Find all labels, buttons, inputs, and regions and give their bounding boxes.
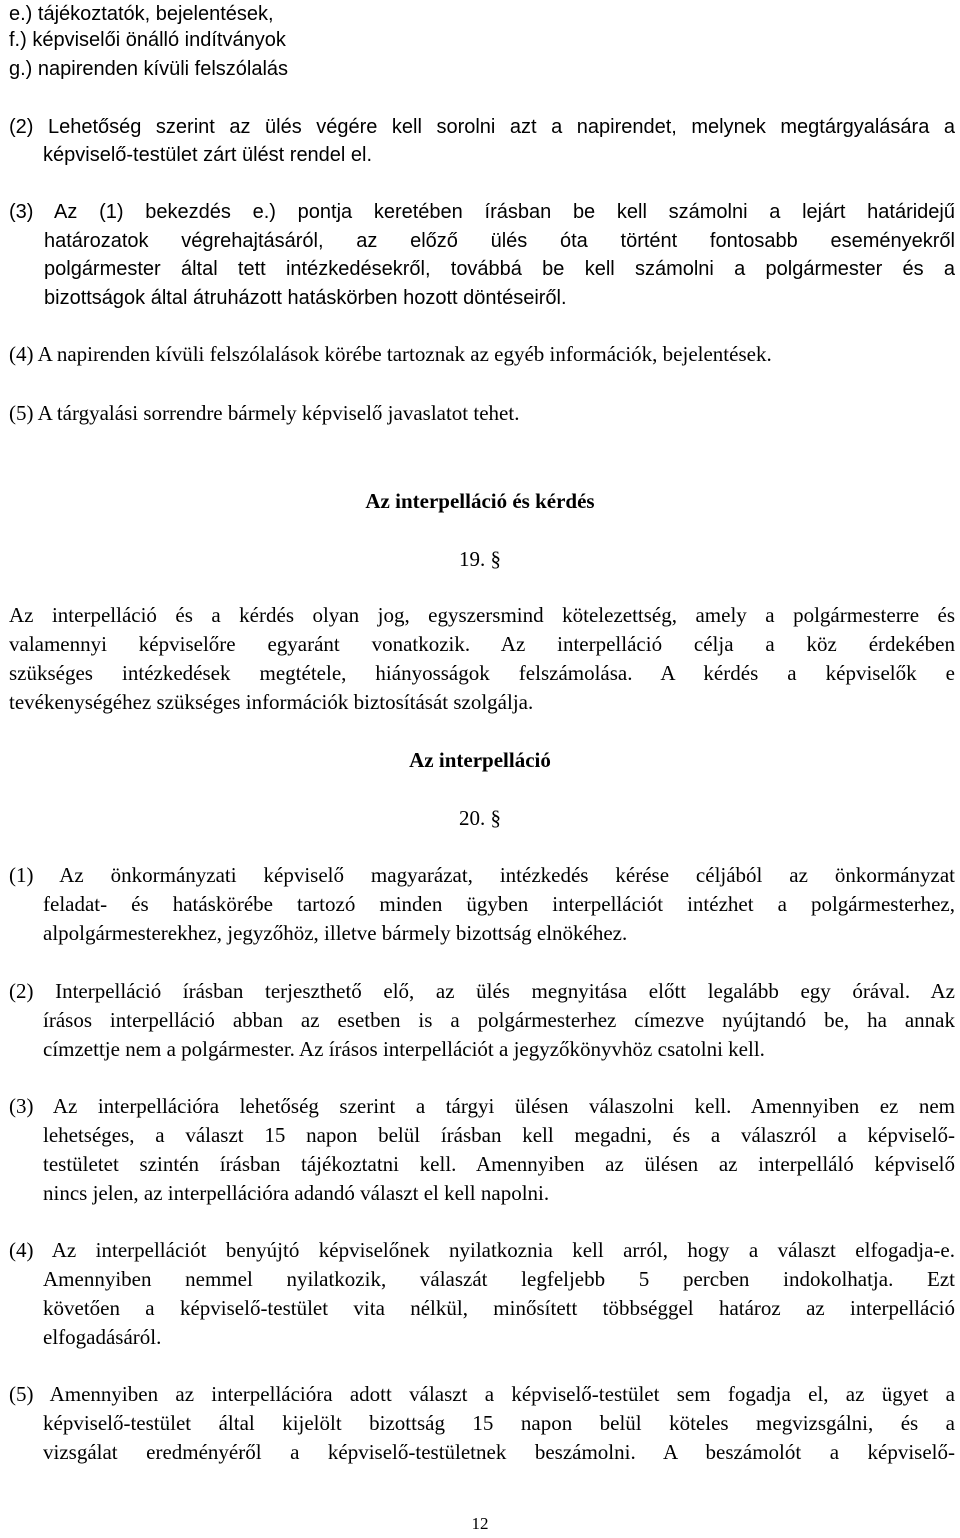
sec19-body-line-3: szükséges intézkedések megtétele, hiányosságok felszámolása. A kérdés a képviselők e [9,661,955,685]
sec19-body-line-4: tevékenységéhez szükséges információk biztosítását szolgálja. [9,690,534,714]
list-item-g: g.) napirenden kívüli felszólalás [9,58,289,80]
sec20-p4-line-4: elfogadásáról. [43,1325,162,1349]
sec20-p5-line-3: vizsgálat eredményéről a képviselő-testületnek beszámolni. A beszámolót a képviselő- [43,1440,955,1464]
sec20-p3-line-1: (3) Az interpellációra lehetőség szerint a tárgyi ülésen válaszolni kell. Amennyiben ez nem [9,1094,955,1118]
list-item-f: f.) képviselői önálló indítványok [9,29,286,51]
sec20-p5-line-2: képviselő-testület által kijelölt bizottság 15 napon belül köteles megvizsgálni, és a [43,1411,955,1435]
sec20-p2-line-3: címzettje nem a polgármester. Az írásos interpellációt a jegyzőkönyvhöz csatolni kell. [43,1037,765,1061]
sec19-heading: Az interpelláció és kérdés [365,489,595,513]
sec20-p2-line-1: (2) Interpelláció írásban terjeszthető elő, az ülés megnyitása előtt legalább egy órával. Az [9,979,955,1003]
sec18-p4: (4) A napirenden kívüli felszólalások körébe tartoznak az egyéb információk, bejelentések. [9,342,772,366]
sec19-number: 19. § [459,547,501,571]
list-item-e: e.) tájékoztatók, bejelentések, [9,3,274,25]
sec18-p5: (5) A tárgyalási sorrendre bármely képviselő javaslatot tehet. [9,401,520,425]
sec20-p3-line-2: lehetséges, a választ 15 napon belül írásban kell megadni, és a válaszról a képviselő- [43,1123,955,1147]
sec20-p3-line-3: testületet szintén írásban tájékoztatni kell. Amennyiben az ülésen az interpelláló képviselő [43,1152,955,1176]
sec20-number: 20. § [459,806,501,830]
sec18-p3-line-2: határozatok végrehajtásáról, az előző ülés óta történt fontosabb eseményekről [44,230,955,252]
sec20-p3-line-4: nincs jelen, az interpellációra adandó választ el kell napolni. [43,1181,550,1205]
sec20-p2-line-2: írásos interpelláció abban az esetben is a polgármesterhez címezve nyújtandó be, ha annak [43,1008,955,1032]
sec19-body-line-2: valamennyi képviselőre egyaránt vonatkozik. Az interpelláció célja a köz érdekében [9,632,955,656]
sec18-p2-line-2: képviselő-testület zárt ülést rendel el. [43,144,373,166]
sec20-p5-line-1: (5) Amennyiben az interpellációra adott választ a képviselő-testület sem fogadja el, az ügyet a [9,1382,955,1406]
sec18-p3-line-3: polgármester által tett intézkedésekről, továbbá be kell számolni a polgármester és a [44,258,955,280]
page-number: 12 [471,1514,489,1533]
sec20-p1-line-2: feladat- és hatáskörébe tartozó minden ügyben interpellációt intézhet a polgármesterhez, [43,892,955,916]
sec19-body-line-1: Az interpelláció és a kérdés olyan jog, egyszersmind kötelezettség, amely a polgármesterre és [9,603,955,627]
sec20-p1-line-1: (1) Az önkormányzati képviselő magyarázat, intézkedés kérése céljából az önkormányzat [9,863,955,887]
sec20-p4-line-2: Amennyiben nemmel nyilatkozik, válaszát legfeljebb 5 percben indokolhatja. Ezt [43,1267,955,1291]
sec20-p1-line-3: alpolgármesterekhez, jegyzőhöz, illetve bármely bizottság elnökéhez. [43,921,628,945]
sec20-heading: Az interpelláció [409,748,551,772]
sec20-p4-line-1: (4) Az interpellációt benyújtó képviselőnek nyilatkoznia kell arról, hogy a választ elfogadja-e. [9,1238,955,1262]
sec18-p3-line-1: (3) Az (1) bekezdés e.) pontja keretében írásban be kell számolni a lejárt határidejű [9,201,955,223]
sec18-p2-line-1: (2) Lehetőség szerint az ülés végére kell sorolni azt a napirendet, melynek megtárgyalására a [9,116,955,138]
sec18-p3-line-4: bizottságok által átruházott hatáskörben hozott döntéseiről. [44,287,567,309]
sec20-p4-line-3: követően a képviselő-testület vita nélkül, minősített többséggel határoz az interpelláció [43,1296,955,1320]
